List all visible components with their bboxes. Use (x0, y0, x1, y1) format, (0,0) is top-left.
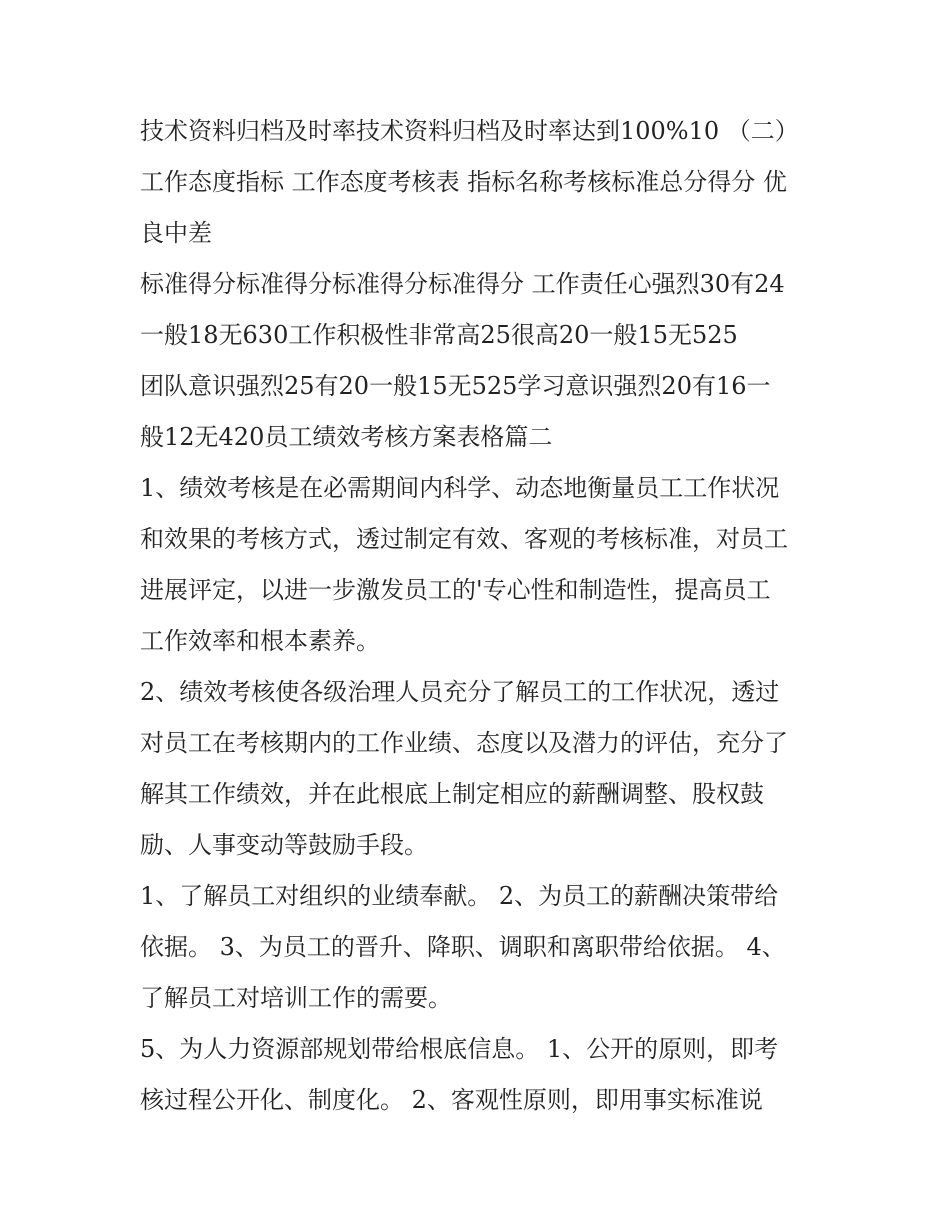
text-line: 般12无420员工绩效考核方案表格篇二 (140, 423, 553, 451)
text-line: 和效果的考核方式，透过制定有效、客观的考核标准，对员工 (140, 525, 788, 553)
text-line: 工作态度指标 工作态度考核表 指标名称考核标准总分得分 优 (140, 168, 787, 196)
text-line: 一般18无630工作积极性非常高25很高20一般15无525 (140, 321, 738, 349)
text-line: 了解员工对培训工作的需要。 (140, 984, 452, 1012)
text-line: 解其工作绩效，并在此根底上制定相应的薪酬调整、股权鼓 (140, 780, 764, 808)
text-line: 1、了解员工对组织的业绩奉献。 2、为员工的薪酬决策带给 (140, 882, 779, 910)
document-body (140, 106, 830, 1126)
text-line: 良中差 (140, 219, 212, 247)
text-line: 工作效率和根本素养。 (140, 627, 380, 655)
text-line: 对员工在考核期内的工作业绩、态度以及潜力的评估，充分了 (140, 729, 788, 757)
text-line: 2、绩效考核使各级治理人员充分了解员工的工作状况，透过 (140, 678, 780, 706)
text-line: 技术资料归档及时率技术资料归档及时率达到100%10 （二） (140, 117, 799, 145)
text-line: 依据。 3、为员工的晋升、降职、调职和离职带给依据。 4、 (140, 933, 786, 961)
text-line: 励、人事变动等鼓励手段。 (140, 831, 428, 859)
text-line: 核过程公开化、制度化。 2、客观性原则，即用事实标准说 (140, 1086, 763, 1114)
text-line: 团队意识强烈25有20一般15无525学习意识强烈20有16一 (140, 372, 771, 400)
text-line: 1、绩效考核是在必需期间内科学、动态地衡量员工工作状况 (140, 474, 780, 502)
text-line: 标准得分标准得分标准得分标准得分 工作责任心强烈30有24 (140, 270, 785, 298)
text-line: 5、为人力资源部规划带给根底信息。 1、公开的原则，即考 (140, 1035, 779, 1063)
text-line: 进展评定，以进一步激发员工的'专心性和制造性，提高员工 (140, 576, 771, 604)
